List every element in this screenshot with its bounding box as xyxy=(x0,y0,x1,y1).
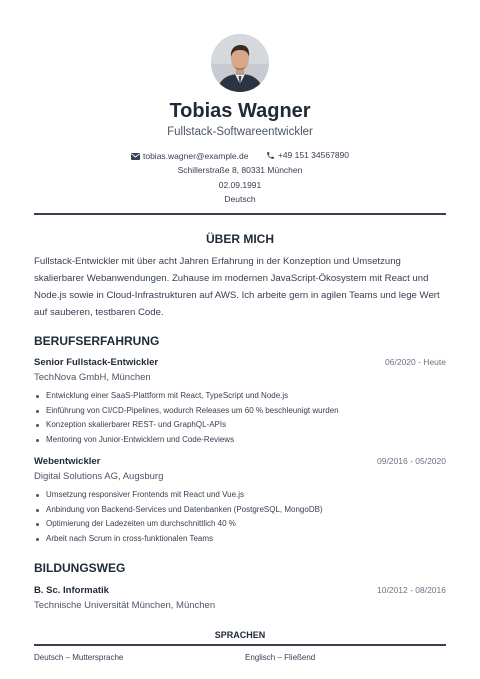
phone-icon xyxy=(266,151,275,160)
email-text: tobias.wagner@example.de xyxy=(142,151,249,161)
phone-text: +49 151 34567890 xyxy=(277,150,350,160)
email-item[interactable] xyxy=(131,151,249,161)
list-item: Anbindung von Backend-Services und Datenbanken (PostgreSQL, MongoDB) xyxy=(34,503,446,518)
list-item: Entwicklung einer SaaS-Plattform mit React, TypeScript und Node.js xyxy=(34,389,446,404)
languages-divider xyxy=(34,644,446,646)
education-entry xyxy=(34,585,446,611)
job-entry-dates: 09/2016 - 05/2020 xyxy=(376,456,446,466)
job-entry xyxy=(34,357,446,447)
list-item: Konzeption skalierbarer REST- und GraphQL-APIs xyxy=(34,418,446,433)
person-name: Tobias Wagner xyxy=(169,100,311,122)
languages-heading: SPRACHEN xyxy=(214,630,266,640)
list-item: Einführung von CI/CD-Pipelines, wodurch Releases um 60 % beschleunigt wurden xyxy=(34,404,446,419)
list-item: Mentoring von Junior-Entwicklern und Code-Reviews xyxy=(34,433,446,448)
address: Schillerstraße 8, 80331 München xyxy=(177,165,303,175)
list-item: Umsetzung responsiver Frontends mit React und Vue.js xyxy=(34,488,446,503)
job-entry-bullets xyxy=(34,488,446,546)
nationality: Deutsch xyxy=(224,194,256,204)
envelope-icon xyxy=(131,153,140,160)
job-entry-title: Webentwickler xyxy=(34,456,101,467)
job-entry-company: Digital Solutions AG, Augsburg xyxy=(34,471,164,482)
about-heading: ÜBER MICH xyxy=(206,232,274,246)
contact-row xyxy=(0,150,480,162)
header-divider xyxy=(34,213,446,215)
experience-heading: BERUFSERFAHRUNG xyxy=(34,334,160,348)
job-entry-title: Senior Fullstack-Entwickler xyxy=(34,357,159,368)
education-dates: 10/2012 - 08/2016 xyxy=(376,585,446,595)
job-entry-dates: 06/2020 - Heute xyxy=(385,357,446,367)
birthdate: 02.09.1991 xyxy=(218,180,262,190)
education-degree: B. Sc. Informatik xyxy=(34,585,109,596)
list-item: Arbeit nach Scrum in cross-funktionalen Teams xyxy=(34,532,446,547)
phone-item[interactable] xyxy=(266,150,349,160)
about-text: Fullstack-Entwickler mit über acht Jahren Erfahrung in der Konzeption und Umsetzung skalierbarer Webanwendungen. Zuhause im modernen JavaScript-Ökosystem mit React und Node.js sowie in Cloud-Infrastrukturen auf AWS. Ich arbeite gern in agilen Teams und lege Wert auf sauberen, testbaren Code. xyxy=(34,256,440,318)
job-entry xyxy=(34,456,446,546)
language-item: Englisch – Fließend xyxy=(245,653,316,662)
avatar xyxy=(211,34,269,92)
education-heading: BILDUNGSWEG xyxy=(34,561,126,575)
portrait-photo-icon xyxy=(211,34,269,92)
language-item: Deutsch – Muttersprache xyxy=(34,653,124,662)
list-item: Optimierung der Ladezeiten um durchschnittlich 40 % xyxy=(34,517,446,532)
job-title: Fullstack-Softwareentwickler xyxy=(167,126,313,138)
education-school: Technische Universität München, München xyxy=(34,600,216,611)
job-entry-company: TechNova GmbH, München xyxy=(34,372,151,383)
job-entry-bullets xyxy=(34,389,446,447)
